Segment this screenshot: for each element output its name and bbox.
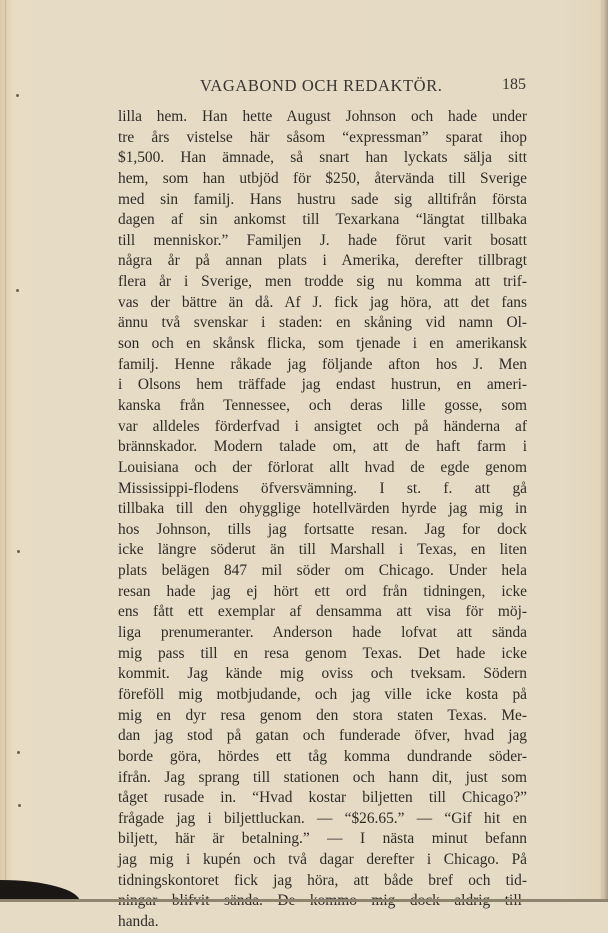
page-number: 185 — [502, 76, 526, 93]
text-line: Mississippi-flodens öfversvämning. I st. f. att gå — [118, 479, 527, 497]
text-line: till menniskor.” Familjen J. hade förut varit bosatt — [118, 231, 527, 249]
text-line: brännskador. Modern talade om, att de haft farm i — [118, 438, 527, 456]
margin-speck — [18, 804, 21, 807]
text-line: tillbaka till den ohygglige hotellvärden hyrde jag mig in — [118, 500, 527, 518]
text-line: kommit. Jag kände mig oviss och tveksam. Södern — [118, 665, 527, 683]
text-line: icke längre söderut än till Marshall i Texas, en liten — [118, 541, 527, 559]
text-line: son och en skånsk flicka, som tjenade i en amerikansk — [118, 335, 527, 353]
text-line: tidningskontoret fick jag höra, att både bref och tid- — [118, 871, 527, 889]
text-line: mig en dyr resa genom den stora staten Texas. Me- — [118, 706, 527, 724]
text-line: vas der bättre än då. Af J. fick jag höra, att det fans — [118, 293, 527, 311]
running-title: VAGABOND OCH REDAKTÖR. — [200, 76, 443, 95]
text-line: dan jag stod på gatan och funderade öfver, hvad jag — [118, 727, 527, 745]
text-line: dagen af sin ankomst till Texarkana “längtat tillbaka — [118, 211, 527, 229]
text-line: flera år i Sverige, men trodde sig nu komma att trif- — [118, 273, 527, 291]
margin-speck — [16, 94, 19, 97]
text-line: föreföll mig motbjudande, och jag ville icke kosta på — [118, 685, 527, 703]
text-line: jag mig i kupén och två dagar derefter i Chicago. På — [118, 851, 527, 869]
text-line: hem, som han utbjöd för $250, återvända till Sverige — [118, 169, 527, 187]
body-paragraph — [118, 107, 527, 933]
page-edge — [603, 0, 608, 902]
text-line: med sin familj. Hans hustru sade sig alltifrån första — [118, 190, 527, 208]
text-line: liga prenumeranter. Anderson hade lofvat att sända — [118, 624, 527, 642]
margin-speck — [17, 550, 20, 553]
text-line: hos Johnson, tills jag fortsatte resan. Jag for dock — [118, 520, 527, 538]
text-line: Louisiana och der förlorat allt hvad de egde genom — [118, 458, 527, 476]
text-line: kanska från Tennessee, och deras lille gosse, som — [118, 396, 527, 414]
running-header — [118, 76, 526, 98]
text-line: några år på annan plats i Amerika, derefter tillbragt — [118, 252, 527, 270]
text-line: frågade jag i biljettluckan. — “$26.65.” — “Gif hit en — [118, 809, 527, 827]
text-line-final: handa. — [118, 912, 159, 930]
text-line: familj. Henne råkade jag följande afton hos J. Men — [118, 355, 527, 373]
text-line: tåget rusade in. “Hvad kostar biljetten till Chicago?” — [118, 789, 527, 807]
text-line: i Olsons hem träffade jag endast hustrun, en ameri- — [118, 376, 527, 394]
margin-speck — [17, 751, 20, 754]
text-line: ens fått ett exemplar af densamma att visa för möj- — [118, 603, 527, 621]
text-line: mig pass till en resa genom Texas. Det hade icke — [118, 644, 527, 662]
text-line: ännu två svenskar i staden: en skåning vid namn Ol- — [118, 314, 527, 332]
text-line: lilla hem. Han hette August Johnson och hade under — [118, 108, 527, 125]
text-line: borde göra, hördes ett tåg komma dundrande söder- — [118, 747, 527, 765]
binding-gutter — [5, 0, 6, 902]
text-line: biljett, här är betalning.” — I nästa minut befann — [118, 830, 527, 848]
text-line: ifrån. Jag sprang till stationen och hann dit, just som — [118, 768, 527, 786]
text-line: $1,500. Han ämnade, så snart han lyckats sälja sitt — [118, 149, 527, 167]
text-line: resan hade jag ej hört ett ord från tidningen, icke — [118, 582, 527, 600]
text-line: plats belägen 847 mil söder om Chicago. Under hela — [118, 562, 527, 580]
text-line: tre års vistelse här såsom “expressman” sparat ihop — [118, 128, 527, 146]
margin-speck — [16, 289, 19, 292]
text-line: var alldeles förderfvad i ansigtet och på händerna af — [118, 417, 527, 435]
